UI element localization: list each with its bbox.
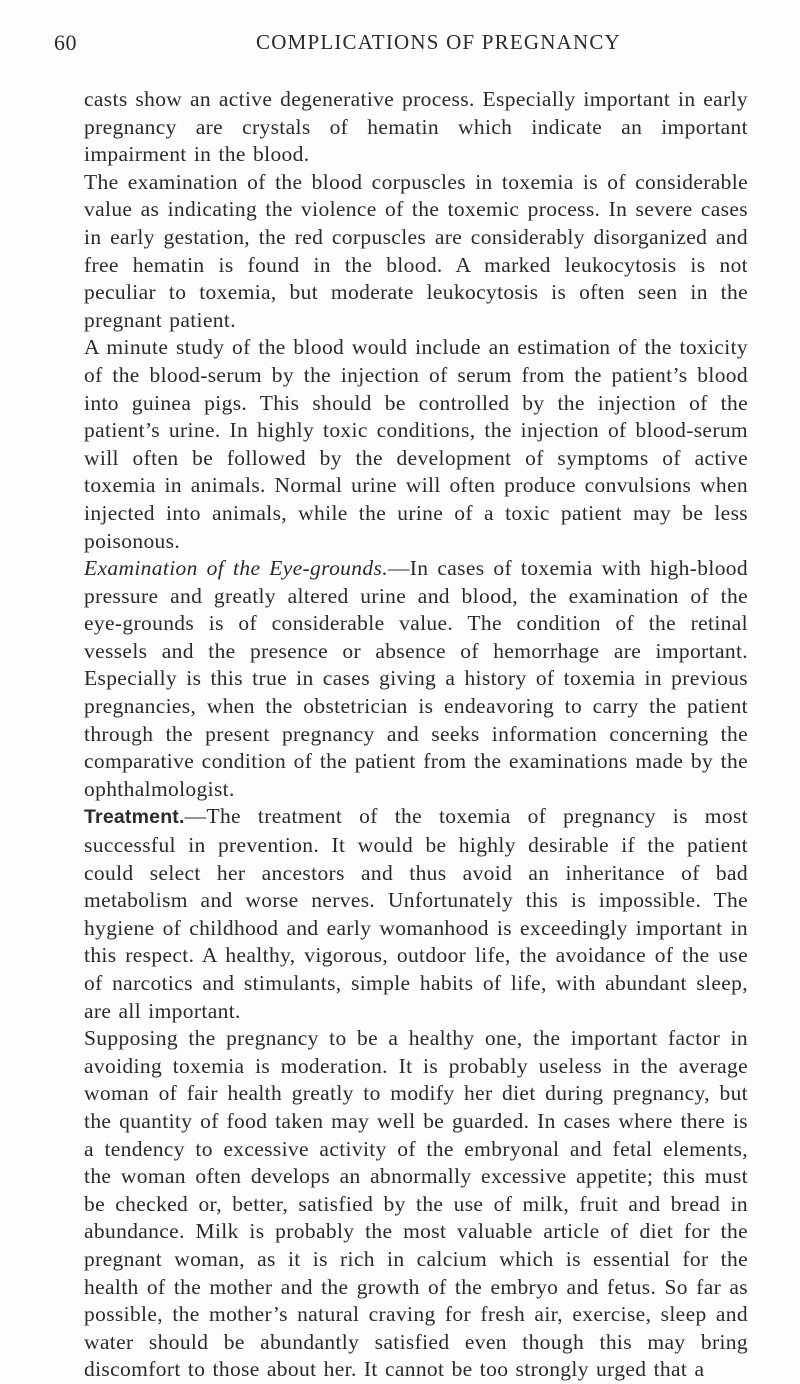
paragraph-blood-serum: A minute study of the blood would include an estimation of the toxicity of the blood-serum by the injection of serum from the patient’s blood into guinea pigs. This should be controlled by the injection of the patient’s urine. In highly toxic conditions, the injection of blood-serum will often be followed by the development of symptoms of active toxemia in animals. Normal urine will often produce convulsions when injected into animals, while the urine of a toxic patient may be less poisonous.: [84, 335, 748, 553]
running-title: COMPLICATIONS OF PREGNANCY: [256, 30, 621, 54]
body-text: [84, 86, 748, 1384]
paragraph-eye-grounds: [84, 555, 748, 803]
paragraph-continuation: casts show an active degenerative process. Especially important in early pregnancy are crystals of hematin which indicate an important impairment in the blood.: [84, 87, 748, 167]
paragraph-blood-corpuscles: The examination of the blood corpuscles in toxemia is of considerable value as indicating the violence of the toxemic process. In severe cases in early gestation, the red corpuscles are considerably disorganized and free hematin is found in the blood. A marked leukocytosis is not peculiar to toxemia, but moderate leukocytosis is often seen in the pregnant patient.: [84, 169, 748, 332]
paragraph-treatment: [84, 803, 748, 1025]
page-number: 60: [54, 30, 77, 55]
paragraph-moderation: Supposing the pregnancy to be a healthy one, the important factor in avoiding toxemia is moderation. It is probably useless in the average woman of fair health greatly to modify her diet during pregnancy, but the quantity of food taken may well be guarded. In cases where there is a tendency to excessive activity of the embryonal and fetal elements, the woman often develops an abnormally excessive appetite; this must be checked or, better, satisfied by the use of milk, fruit and bread in abundance. Milk is probably the most valuable article of diet for the pregnant woman, as it is rich in calcium which is essential for the health of the mother and the growth of the embryo and fetus. So far as possible, the mother’s natural craving for fresh air, exercise, sleep and water should be abundantly satisfied even though this may bring discomfort to those about her. It cannot be too strongly urged that a: [84, 1026, 748, 1382]
section-heading-eye-grounds: Examination of the Eye-grounds.: [84, 556, 388, 581]
paragraph-eye-grounds-body: —In cases of toxemia with high-blood pressure and greatly altered urine and blood, the examination of the eye-grounds is of considerable value. The condition of the retinal vessels and the presence or absence of hemorrhage are important. Especially is this true in cases giving a history of toxemia in previous pregnancies, when the obstetrician is endeavoring to carry the patient through the present pregnancy and seeks information concerning the comparative condition of the patient from the examinations made by the ophthalmologist.: [84, 556, 748, 801]
paragraph-treatment-body: —The treatment of the toxemia of pregnancy is most successful in prevention. It would be highly desirable if the patient could select her ancestors and thus avoid an inheritance of bad metabolism and worse nerves. Unfortunately this is impossible. The hygiene of childhood and early womanhood is exceedingly important in this respect. A healthy, vigorous, outdoor life, the avoidance of the use of narcotics and stimulants, simple habits of life, with abundant sleep, are all important.: [84, 804, 748, 1023]
running-head: [54, 22, 748, 56]
section-heading-treatment: Treatment.: [84, 806, 185, 829]
